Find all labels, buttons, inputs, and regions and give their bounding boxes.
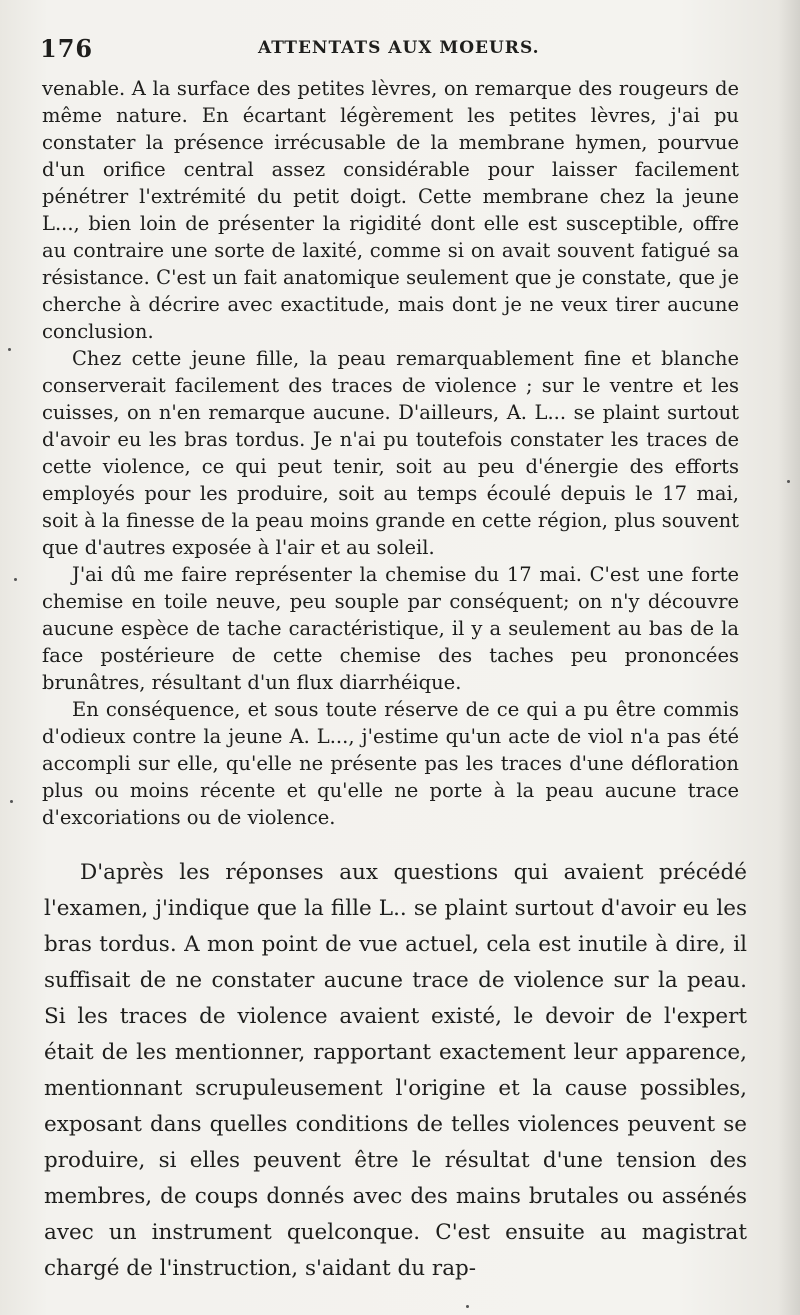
print-speck <box>10 800 13 803</box>
page-edge-shadow <box>778 0 800 1315</box>
print-speck <box>8 348 11 351</box>
print-speck <box>14 578 17 581</box>
medical-report-text <box>42 75 739 831</box>
running-title: ATTENTATS AUX MOEURS. <box>258 38 540 58</box>
report-paragraph: J'ai dû me faire représenter la chemise du 17 mai. C'est une forte chemise en toile neuve, peu souple par conséquent; on n'y découvre aucune espèce de tache caractéristique, il y a seulement au bas de la face postérieure de cette chemise des taches peu prononcées brunâtres, résultant d'un flux diarrhéique. <box>42 563 739 694</box>
page-number: 176 <box>40 34 94 63</box>
print-speck <box>787 480 790 483</box>
print-speck <box>466 1305 469 1308</box>
report-paragraph: En conséquence, et sous toute réserve de ce qui a pu être commis d'odieux contre la jeune A. L..., j'estime qu'un acte de viol n'a pas été accompli sur elle, qu'elle ne présente pas les traces d'une défloration plus ou moins récente et qu'elle ne porte à la peau aucune trace d'excoriations ou de violence. <box>42 698 739 829</box>
page-header <box>40 34 740 64</box>
report-paragraph: venable. A la surface des petites lèvres, on remarque des rougeurs de même nature. En écartant légèrement les petites lèvres, j'ai pu constater la présence irrécusable de la membrane hymen, pourvue d'un orifice central assez considérable pour laisser facilement pénétrer l'extrémité du petit doigt. Cette membrane chez la jeune L..., bien loin de présenter la rigidité dont elle est susceptible, offre au contraire une sorte de laxité, comme si on avait souvent fatigué sa résistance. C'est un fait anatomique seulement que je constate, que je cherche à décrire avec exactitude, mais dont je ne veux tirer aucune conclusion. <box>42 77 739 343</box>
report-paragraph: Chez cette jeune fille, la peau remarquablement fine et blanche conserverait facilement des traces de violence ; sur le ventre et les cuisses, on n'en remarque aucune. D'ailleurs, A. L... se plaint surtout d'avoir eu les bras tordus. Je n'ai pu toutefois constater les traces de cette violence, ce qui peut tenir, soit au peu d'énergie des efforts employés pour les produire, soit au temps écoulé depuis le 17 mai, soit à la finesse de la peau moins grande en cette région, plus souvent que d'autres exposée à l'air et au soleil. <box>42 347 739 559</box>
commentary-paragraph: D'après les réponses aux questions qui avaient précédé l'examen, j'indique que la fille L.. se plaint surtout d'avoir eu les bras tordus. A mon point de vue actuel, cela est inutile à dire, il suffisait de ne constater aucune trace de violence sur la peau. Si les traces de violence avaient existé, le devoir de l'expert était de les mentionner, rapportant exactement leur apparence, mentionnant scrupuleusement l'origine et la cause possibles, exposant dans quelles conditions de telles violences peuvent se produire, si elles peuvent être le résultat d'une tension des membres, de coups donnés avec des mains brutales ou assénés avec un instrument quelconque. C'est ensuite au magistrat chargé de l'instruction, s'aidant du rap- <box>44 860 747 1281</box>
commentary-text <box>44 855 747 1287</box>
